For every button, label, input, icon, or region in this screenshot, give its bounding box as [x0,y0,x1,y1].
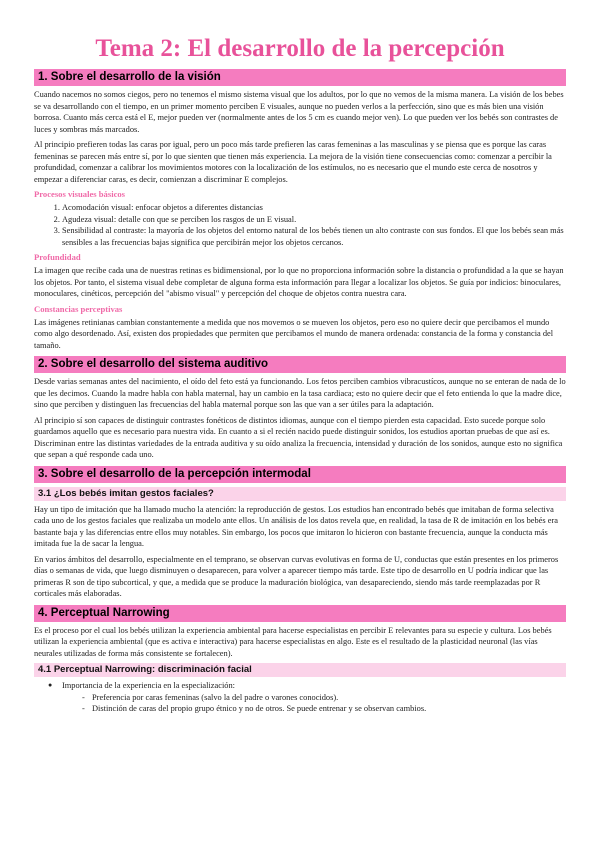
paragraph: Es el proceso por el cual los bebés utilizan la experiencia ambiental para hacerse especialistas en percibir E relevantes para su especie y cultura. Los bebés utilizan la experiencia ambiental (que es activa e interactiva) para hacerse especialistas en algo. Este es el resultado de la plasticidad neuronal (las vías neurales utilizadas de forma más consistente se fortalecen). [34,625,552,658]
paragraph: En varios ámbitos del desarrollo, especialmente en el temprano, se observan curvas evolutivas en forma de U, conductas que están presentes en los primeros días o semanas de vida, que luego disminuyen o desaparecen, para volver a aparecer tiempo más tarde. Este tipo de desarrollo en U podría indicar que las primeras R son de tipo subcortical, y que, a medida que se produce la maduración biológica, van desapareciendo, siendo más tarde reemplazadas por R corticales más elaboradas. [34,554,559,598]
list-item: 3. Sensibilidad al contraste: la mayoría de los objetos del entorno natural de los bebés tienen un alto contraste con sus fondos. El que los bebés sean más sensibles a las frecuencias bajas significa que percibirán mejor los objetos cercanos. [62,225,566,248]
section-heading-auditivo: 2. Sobre el desarrollo del sistema auditivo [34,356,566,373]
procesos-list [34,202,566,248]
list-item: 2. Agudeza visual: detalle con que se perciben los rasgos de un E visual. [62,214,566,226]
list-item: - Distinción de caras del propio grupo étnico y no de otros. Se puede entrenar y se observan cambios. [92,703,566,715]
subheading-profundidad: Profundidad [34,252,81,262]
paragraph: Hay un tipo de imitación que ha llamado mucho la atención: la reproducción de gestos. Los estudios han encontrado bebés que imitaban de forma selectiva cada uno de los gestos faciales que realizaba un modelo ante ellos. Un análisis de los datos revela que, en realidad, la tasa de R de imitación en los bebés era bastante baja y las diferencias entre ellos muy notables. Sin embargo, los pocos que imitaron lo hicieron con bastante frecuencia, aunque la conducta más imitada fue la de sacar la lengua. [34,504,558,548]
bullet-list [34,680,566,715]
paragraph: Al principio sí son capaces de distinguir contrastes fonéticos de distintos idiomas, aunque con el tiempo pierden esta capacidad. Esto sucede porque solo guardamos aquello que es necesario para nuestra vida. En cuanto a si el recién nacido puede distinguir sonidos, los estudios aportan pruebas de que así es. Discriminan entre las distintas variedades de la entrada auditiva y su oído analiza la frecuencia, intensidad y duración de los sonidos, aunque esto no significa que sepan a qué responde cada uno. [34,415,563,459]
paragraph: Cuando nacemos no somos ciegos, pero no tenemos el mismo sistema visual que los adultos, por lo que no vemos de la misma manera. La visión de los bebes se va desarrollando con el tiempo, en un primer momento perciben E visuales, aunque no pueden verlos a la perfección, sino que es más bien una visión borrosa. Cuanto más cerca está el E, mejor pueden ver (normalmente antes de los 5 cm es cuando mejor ven). Lo que pueden ver los bebés son contrastes de luces y sombras más marcados. [34,90,564,134]
section-heading-intermodal: 3. Sobre el desarrollo de la percepción intermodal [34,466,566,483]
dash-list [62,692,566,715]
list-item: - Preferencia por caras femeninas (salvo la del padre o varones conocidos). [92,692,566,704]
section-heading-vision: 1. Sobre el desarrollo de la visión [34,69,566,86]
list-item [62,680,566,715]
list-item: 1. Acomodación visual: enfocar objetos a diferentes distancias [62,202,566,214]
subsection-heading-discriminacion: 4.1 Perceptual Narrowing: discriminación facial [34,663,566,677]
bullet-text: Importancia de la experiencia en la especialización: [62,681,235,690]
subsection-heading-imitacion: 3.1 ¿Los bebés imitan gestos faciales? [34,487,566,501]
paragraph: Al principio prefieren todas las caras por igual, pero un poco más tarde prefieren las caras femeninas a las masculinas y se piensa que es porque las caras femeninas se parecen más entre sí, por lo que sienten que tienen más experiencia. La mejora de la visión tiene consecuencias como: comenzar a percibir la profundidad, comenzar a calibrar los movimientos motores con la localización de los estímulos, no es necesario que el mundo este cerca de nosotros y empezar a diferenciar caras, es decir, comienzan a discriminar E complejos. [34,140,552,184]
subheading-procesos: Procesos visuales básicos [34,189,126,199]
section-heading-narrowing: 4. Perceptual Narrowing [34,605,566,622]
paragraph: Las imágenes retinianas cambian constantemente a medida que nos movemos o se mueven los objetos, pero eso no quiere decir que percibamos el mundo como algo desordenado. Así, existen dos propiedades que permiten que percibamos el mundo de manera ordenada: constancia de la forma y constancia del tamaño. [34,317,554,350]
paragraph: Desde varias semanas antes del nacimiento, el oído del feto está ya funcionando. Los fetos perciben cambios vibracustícos, aunque no se enteran de nada de lo que les decimos. Cuando la madre habla con habla maternal, hay un cambio en la tasa cardiaca; esto no quiere decir que el feto entienda lo que la madre dice, sino que perciben y distinguen las frecuencias del habla maternal porque son las que van a ser útiles para la adaptación. [34,377,566,409]
page-title: Tema 2: El desarrollo de la percepción [95,35,505,62]
subheading-constancias: Constancias perceptivas [34,303,123,314]
paragraph: La imagen que recibe cada una de nuestras retinas es bidimensional, por lo que no proporciona información sobre la distancia o profundidad a la que se hayan los objetos. Por tanto, el sistema visual debe completar de alguna forma esta información para llegar a localizar los objetos. Se guía por indicios: binoculares, monoculares, cinéticos, percepción del "abismo visual" y percepción del choque de objetos contra nuestra cara. [34,266,564,298]
